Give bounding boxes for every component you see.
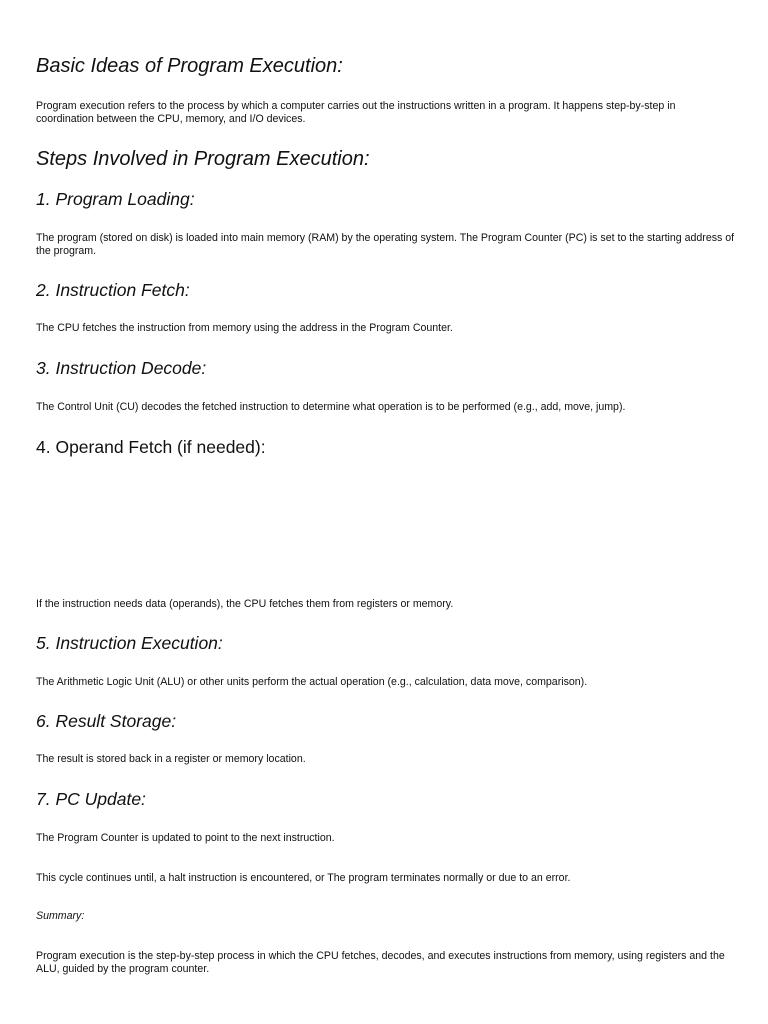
step-text-5: The Arithmetic Logic Unit (ALU) or other units perform the actual operation (e.g., calculation, data move, comparison). xyxy=(36,676,588,688)
step-heading-1: 1. Program Loading: xyxy=(36,189,195,209)
step-text-3: The Control Unit (CU) decodes the fetched instruction to determine what operation is to be performed (e.g., add, move, jump). xyxy=(36,401,626,413)
step-text-7: The Program Counter is updated to point to the next instruction. xyxy=(36,832,335,844)
step-text-1: The program (stored on disk) is loaded into main memory (RAM) by the operating system. The Program Counter (PC) is set to the starting address of the program. xyxy=(36,232,735,257)
step-heading-4: 4. Operand Fetch (if needed): xyxy=(36,437,266,457)
steps-heading: Steps Involved in Program Execution: xyxy=(36,148,370,170)
step-heading-5: 5. Instruction Execution: xyxy=(36,633,223,653)
step-heading-7: 7. PC Update: xyxy=(36,789,146,809)
step-text-6: The result is stored back in a register or memory location. xyxy=(36,753,306,765)
step-text-2: The CPU fetches the instruction from memory using the address in the Program Counter. xyxy=(36,322,453,334)
summary-label: Summary: xyxy=(36,910,85,922)
step-text-4: If the instruction needs data (operands), the CPU fetches them from registers or memory. xyxy=(36,598,454,610)
cycle-note: This cycle continues until, a halt instruction is encountered, or The program terminates normally or due to an error. xyxy=(36,872,571,884)
page-title: Basic Ideas of Program Execution: xyxy=(36,55,343,77)
step-heading-6: 6. Result Storage: xyxy=(36,711,177,731)
summary-paragraph: Program execution is the step-by-step process in which the CPU fetches, decodes, and executes instructions from memory, using registers and the ALU, guided by the program counter. xyxy=(36,950,725,975)
step-heading-3: 3. Instruction Decode: xyxy=(36,358,207,378)
intro-paragraph: Program execution refers to the process by which a computer carries out the instructions written in a program. It happens step-by-step in coordination between the CPU, memory, and I/O devices. xyxy=(36,100,676,125)
step-heading-2: 2. Instruction Fetch: xyxy=(36,280,190,300)
